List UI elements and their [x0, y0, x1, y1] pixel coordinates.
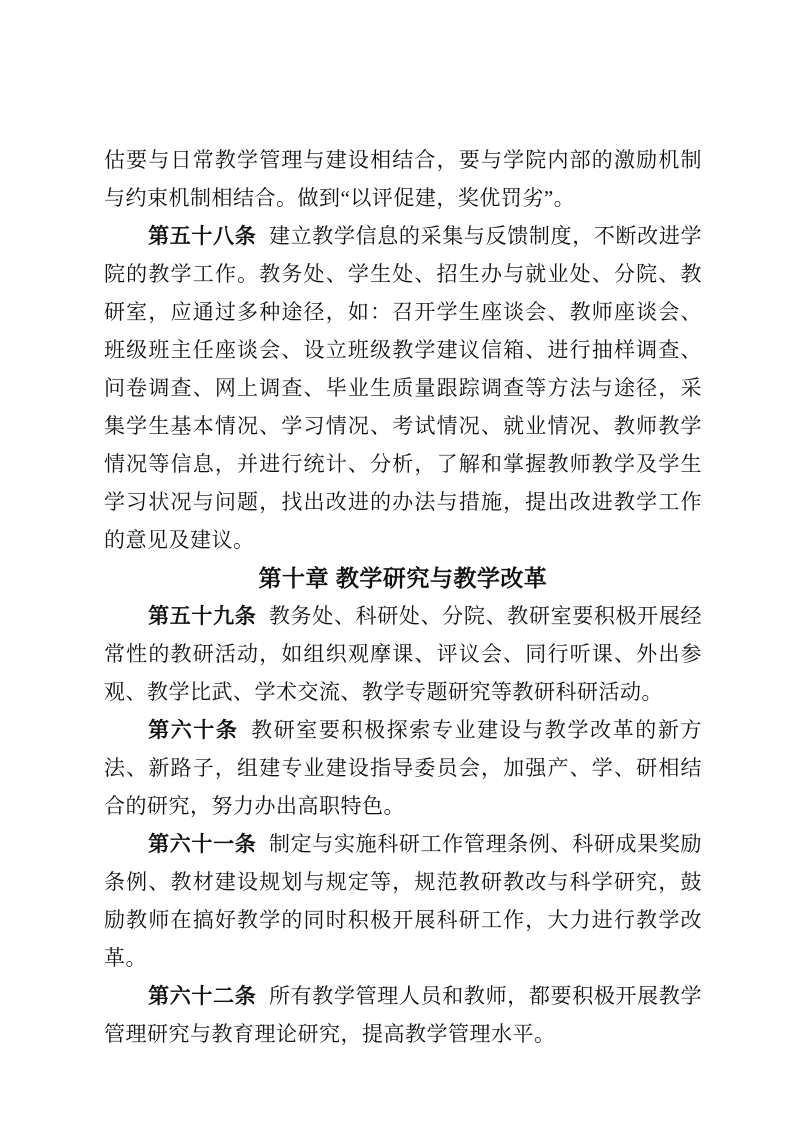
article-59-text: 教务处、科研处、分院、教研室要积极开展经常性的教研活动，如组织观摩课、评议会、同行听课、外出参观、教学比武、学术交流、教学专题研究等教研科研活动。	[104, 604, 703, 704]
article-61-text: 制定与实施科研工作管理条例、科研成果奖励条例、教材建设规划与规定等，规范教研教改与科学研究，鼓励教师在搞好教学的同时积极开展科研工作，大力进行教学改革。	[104, 832, 703, 970]
paragraph-article-58	[104, 217, 702, 559]
article-61-number: 第六十一条	[148, 832, 257, 856]
article-58-text: 建立教学信息的采集与反馈制度，不断改进学院的教学工作。教务处、学生处、招生办与就业处、分院、教研室，应通过多种途径，如：召开学生座谈会、教师座谈会、班级班主任座谈会、设立班级教学建议信箱、进行抽样调查、问卷调查、网上调查、毕业生质量跟踪调查等方法与途径，采集学生基本情况、学习情况、考试情况、就业情况、教师教学情况等信息，并进行统计、分析，了解和掌握教师教学及学生学习状况与问题，找出改进的办法与措施，提出改进教学工作的意见及建议。	[104, 224, 703, 552]
article-62-text: 所有教学管理人员和教师，都要积极开展教学管理研究与教育理论研究，提高教学管理水平。	[104, 984, 703, 1046]
article-62-number: 第六十二条	[148, 984, 257, 1008]
article-60-text: 教研室要积极探索专业建设与教学改革的新方法、新路子，组建专业建设指导委员会，加强产、学、研相结合的研究，努力办出高职特色。	[104, 718, 703, 818]
article-60-number: 第六十条	[148, 718, 239, 742]
paragraph-article-59	[104, 597, 702, 711]
paragraph-article-61	[104, 825, 702, 977]
chapter-10-heading: 第十章 教学研究与教学改革	[258, 565, 548, 591]
paragraph-continuation: 估要与日常教学管理与建设相结合，要与学院内部的激励机制与约束机制相结合。做到“以评促建，奖优罚劣”。	[104, 148, 702, 210]
article-59-number: 第五十九条	[148, 604, 257, 628]
article-58-number: 第五十八条	[148, 224, 257, 248]
paragraph-article-62	[104, 977, 702, 1053]
paragraph-article-60	[104, 711, 702, 825]
